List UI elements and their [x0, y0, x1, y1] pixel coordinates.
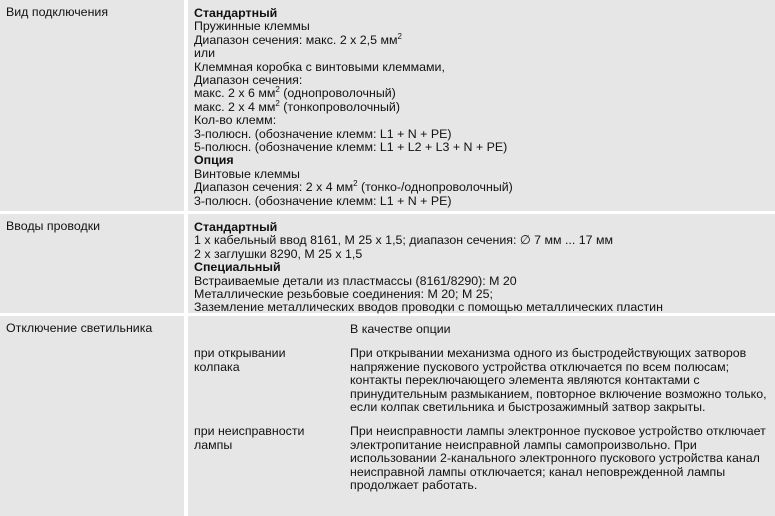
superscript: 2 [353, 179, 358, 189]
row-label: Отключение светильника [0, 316, 184, 516]
superscript: 2 [275, 98, 280, 108]
spec-line: или [194, 46, 216, 61]
spec-line: Встраиваемые детали из пластмассы (8161/8290): M 20 [194, 273, 517, 288]
spec-line: макс. 2 x 4 $мм^2$ (тонкопроволочный) [194, 98, 400, 114]
row-value [188, 316, 775, 516]
shutdown-item [194, 425, 767, 492]
spec-line: Кол-во клемм: [194, 113, 277, 128]
spec-line: Диапазон сечения: макс. 2 x 2,5 $мм^2$ [194, 31, 402, 47]
section-heading: Стандартный [194, 220, 278, 234]
spec-line: Клеммная коробка с винтовыми клеммами, [194, 59, 445, 74]
spec-line: Диапазон сечения: 2 x 4 $мм^2$ (тонко-/однопроволочный) [194, 179, 513, 195]
row-label: Вводы проводки [0, 214, 184, 313]
spec-line: Заземление металлических вводов проводки с помощью металлических пластин [194, 300, 663, 315]
condition-label: при открывании колпака [194, 346, 286, 374]
option-line [194, 323, 767, 336]
spec-line: макс. 2 x 6 $мм^2$ (однопроволочный) [194, 85, 396, 101]
option-text: В качестве опции [350, 322, 451, 336]
spec-line: Пружинные клеммы [194, 19, 310, 34]
shutdown-item [194, 347, 767, 414]
spec-line: 3-полюсн. (обозначение клемм: L1 + N + PE) [194, 193, 452, 208]
row-label: Вид подключения [0, 0, 184, 211]
row-value [188, 214, 775, 313]
table-row-connection-type [0, 0, 775, 211]
condition-description: При неисправности лампы электронное пусковое устройство отключает электропитание неисправной лампы самопроизвольно. При использовании 2-канального электронного пускового устройства канал неисправной лампы отключается; канал неповрежденной лампы продолжает работать. [350, 424, 766, 493]
condition-description: При открывании механизма одного из быстродействующих затворов напряжение пускового устройства отключается по всем полюсам; контакты переключающего элемента являются контактами с принудительным размыканием, повторное включение возможно только, если колпак светильника и быстрозажимный затвор закрыты. [350, 346, 767, 415]
spec-line: Винтовые клеммы [194, 166, 300, 181]
section-heading: Стандартный [194, 6, 278, 20]
spec-line: 5-полюсн. (обозначение клемм: L1 + L2 + L3 + N + PE) [194, 140, 508, 155]
superscript: 2 [275, 85, 280, 95]
spec-line: Диапазон сечения: [194, 73, 303, 88]
spec-line: Металлические резьбовые соединения: M 20; M 25; [194, 287, 493, 302]
section-heading: Специальный [194, 260, 281, 275]
spec-line: 1 x кабельный ввод 8161, M 25 x 1,5; диапазон сечения: ∅ 7 мм ... 17 мм [194, 233, 613, 248]
condition-label: при неисправности лампы [194, 424, 305, 452]
section-heading: Опция [194, 153, 234, 168]
row-value [188, 0, 775, 211]
spec-line: 2 x заглушки 8290, M 25 x 1,5 [194, 246, 363, 261]
superscript: 2 [397, 31, 402, 41]
table-row-luminaire-shutdown [0, 316, 775, 516]
table-row-cable-entries [0, 214, 775, 313]
spec-line: 3-полюсн. (обозначение клемм: L1 + N + PE) [194, 126, 452, 141]
